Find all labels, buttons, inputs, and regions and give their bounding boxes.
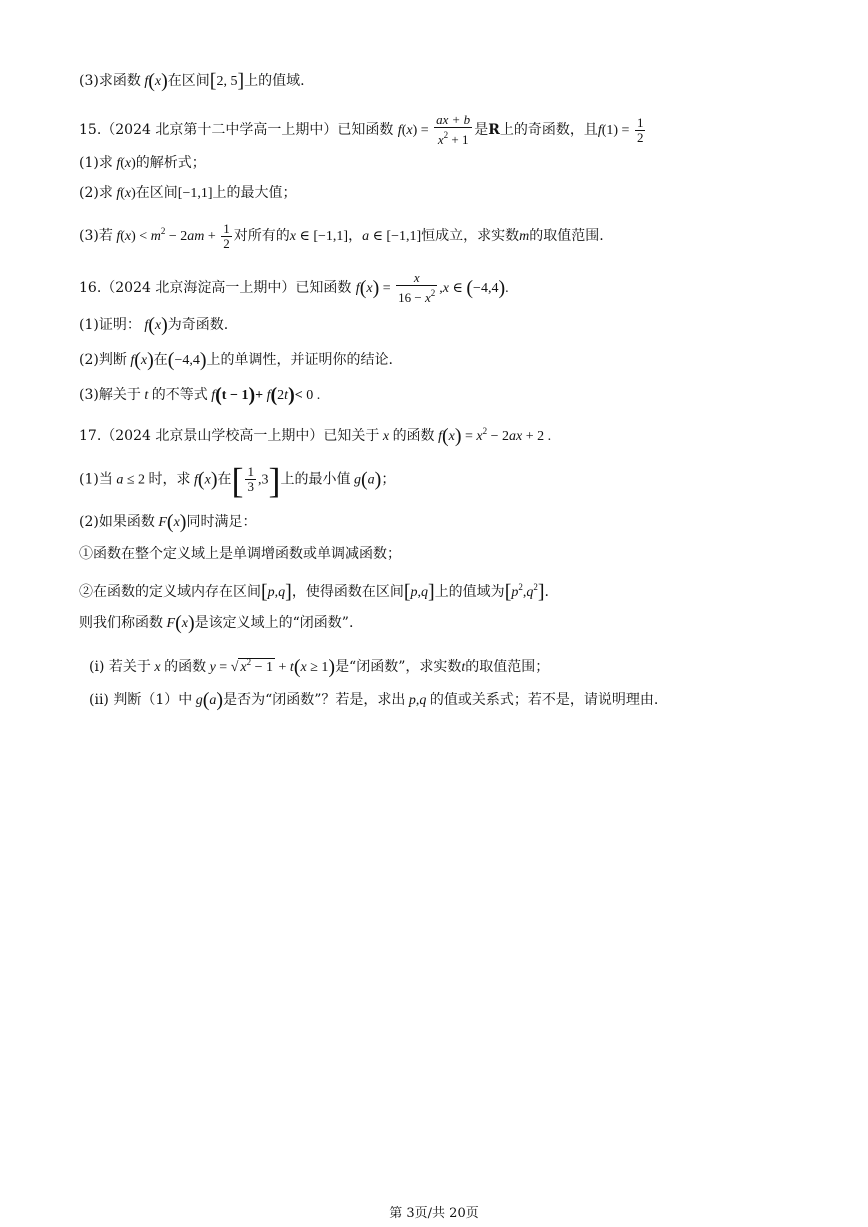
q17-part2-ii: (ii) 判断（1）中 g(a)是否为“闭函数”？若是，求出 p,q 的值或关系式；若不是，请说明理由. [89, 689, 659, 711]
q15-part1: (1)求 f(x)的解析式； [79, 155, 206, 171]
page-footer: 第 3页/共 20页 [389, 1206, 479, 1221]
q17-part2-i: (i) 若关于 x 的函数 y = √ $x^2 - 1 + t(x \ge 1)$是“闭函数”，求实数t的取值范围； [89, 656, 550, 678]
q15-part3: (3)若 $f(x) < m^2 - 2am$ + $\frac{1}{2}$ 对所有的x ∈ [−1,1]，a ∈ [−1,1]恒成立，求实数m的取值范围. [79, 220, 604, 251]
q14-part3-text: (3)求函数 [79, 73, 141, 89]
question-16-stem: 16.（2024 北京海淀高一上期中）已知函数 [79, 280, 352, 296]
closed-function-definition: 则我们称函数 F(x)是该定义域上的“闭函数”. [79, 612, 354, 634]
q17-part2: (2)如果函数 F(x)同时满足： [79, 511, 257, 533]
question-17-stem: 17.（2024 北京景山学校高一上期中）已知关于 [79, 428, 380, 444]
q16-part3: (3)解关于 t 的不等式 f(t − 1)+ f(2t)< 0 . [79, 384, 321, 406]
q16-part2: (2)判断 f(x)在(−4,4)上的单调性，并证明你的结论. [79, 349, 393, 371]
q15-part2: (2)求 f(x)在区间[−1,1]上的最大值； [79, 185, 297, 201]
question-17: 17.（2024 北京景山学校高一上期中）已知关于 x 的函数 $f(x) = x^2 - 2ax + 2$ . [79, 425, 552, 447]
fraction: $\frac{ax + b}{x^2 + 1}$ [436, 112, 471, 147]
q16-part1: (1)证明： f(x)为奇函数. [79, 314, 229, 336]
q14-part3: (3)求函数 f(x)在区间[2, 5]上的值域. [79, 70, 305, 92]
question-15-stem: 15.（2024 北京第十二中学高一上期中）已知函数 [79, 122, 394, 138]
condition-2: ②在函数的定义域内存在区间[p,q]，使得函数在区间[p,q]上的值域为$[p^2,q^2]$. [79, 581, 549, 603]
q17-part1: (1)当 a ≤ 2 时，求 f(x)在[ $\frac{1}{3}$ ,3]上的最小值 g(a)； [79, 460, 396, 501]
question-15: 15.（2024 北京第十二中学高一上期中）已知函数 f(x) = $\frac{ax + b}{x^2 + 1}$ 是R上的奇函数，且f(1) = $\frac{1}{2}$ [79, 112, 644, 147]
question-16: 16.（2024 北京海淀高一上期中）已知函数 f(x) = $\frac{x}{16 - x^2}$ ,x ∈ (−4,4). [79, 270, 509, 305]
condition-1: ①函数在整个定义域上是单调增函数或单调减函数； [79, 546, 401, 562]
